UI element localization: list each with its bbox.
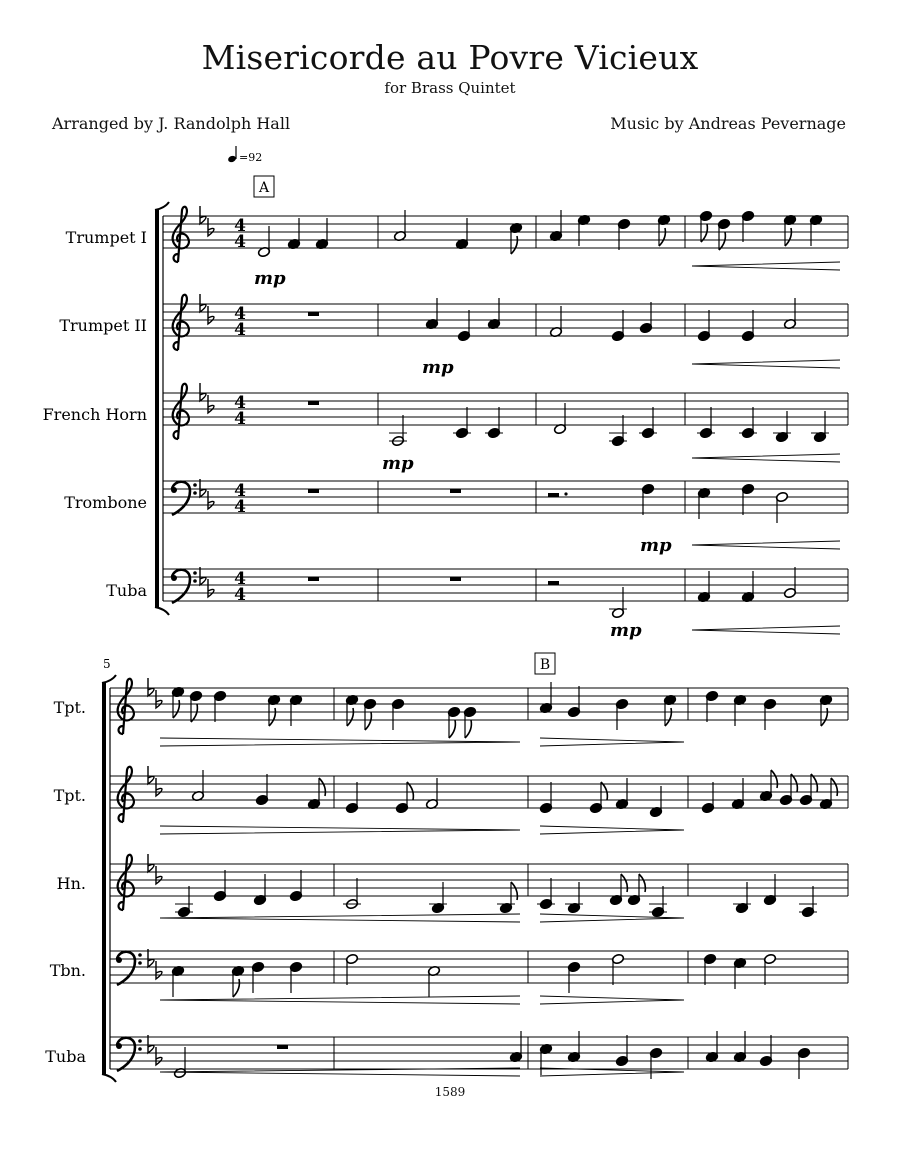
note-flag (659, 228, 665, 246)
tempo-note (227, 155, 237, 163)
bass-clef-dot (138, 1039, 142, 1043)
note-flag (465, 720, 471, 738)
instrument-short-name: Tbn. (49, 961, 86, 980)
bracket-hook (155, 202, 169, 210)
instrument-name: Trumpet I (65, 228, 147, 247)
instrument-name: French Horn (42, 405, 147, 424)
crescendo-hairpin (692, 454, 840, 462)
crescendo-hairpin (692, 626, 840, 634)
note-flag (347, 708, 353, 726)
dynamic-mp: mp (640, 535, 672, 556)
time-signature-bottom: 4 (234, 232, 246, 252)
note-flag (701, 224, 707, 242)
treble-clef (118, 855, 134, 910)
whole-rest (450, 577, 461, 581)
time-signature-top: 4 (234, 216, 246, 236)
note-flag (191, 704, 197, 722)
crescendo-hairpin (692, 541, 840, 549)
instrument-name: Tuba (106, 581, 147, 600)
bass-clef-dot (138, 961, 142, 965)
flat-sign (200, 383, 206, 401)
score-title: Misericorde au Povre Vicieux (201, 38, 699, 77)
time-signature-bottom: 4 (234, 585, 246, 605)
flat-sign (156, 778, 162, 796)
decrescendo-hairpin (160, 826, 520, 834)
bass-clef-dot (138, 1047, 142, 1051)
flat-sign (200, 294, 206, 312)
instrument-short-name: Tpt. (53, 698, 86, 717)
flat-sign (208, 491, 214, 509)
decrescendo-hairpin (540, 738, 684, 746)
instrument-name: Trombone (64, 493, 147, 512)
dynamic-mp: mp (382, 453, 414, 474)
flat-sign (208, 218, 214, 236)
bass-clef (117, 1038, 135, 1071)
flat-sign (148, 678, 154, 696)
time-signature-top: 4 (234, 304, 246, 324)
time-signature-top: 4 (234, 393, 246, 413)
note-flag (639, 874, 645, 892)
whole-rest (308, 489, 319, 493)
system-bracket (102, 683, 106, 1074)
note-flag (821, 708, 827, 726)
decrescendo-hairpin (540, 996, 684, 1004)
time-signature-bottom: 4 (234, 409, 246, 429)
note-flag (601, 782, 607, 800)
composer-credit: Music by Andreas Pevernage (610, 114, 846, 133)
instrument-short-name: Tuba (45, 1047, 86, 1066)
system-bracket (155, 210, 159, 607)
instrument-short-name: Tpt. (53, 786, 86, 805)
time-signature-bottom: 4 (234, 497, 246, 517)
bass-clef (172, 570, 190, 603)
note-flag (319, 778, 325, 796)
bass-clef-dot (138, 953, 142, 957)
whole-rest (308, 312, 319, 316)
rest-dot (564, 492, 567, 495)
score-subtitle: for Brass Quintet (384, 79, 516, 97)
half-rest (548, 493, 559, 497)
bracket-hook (102, 1074, 116, 1082)
flat-sign (208, 306, 214, 324)
bass-clef-dot (193, 483, 197, 487)
treble-clef (173, 295, 189, 350)
note-flag (449, 720, 455, 738)
flat-sign (200, 479, 206, 497)
dynamic-mp: mp (422, 357, 454, 378)
whole-rest (308, 401, 319, 405)
time-signature-top: 4 (234, 481, 246, 501)
bass-clef-dot (171, 575, 177, 581)
dynamic-mp: mp (254, 268, 286, 289)
decrescendo-hairpin (540, 914, 684, 922)
whole-rest (277, 1045, 288, 1049)
bracket-hook (102, 675, 116, 683)
note-flag (831, 778, 837, 796)
note-flag (407, 782, 413, 800)
rehearsal-mark: A (258, 180, 270, 196)
rehearsal-mark: B (539, 657, 551, 673)
tempo-value: =92 (239, 151, 263, 164)
bass-clef-dot (171, 487, 177, 493)
measure-number: 5 (103, 657, 111, 671)
decrescendo-hairpin (540, 826, 684, 834)
treble-clef (173, 384, 189, 439)
note-flag (791, 774, 797, 792)
flat-sign (156, 690, 162, 708)
flat-sign (208, 395, 214, 413)
note-flag (811, 774, 817, 792)
note-flag (233, 979, 239, 997)
flat-sign (148, 854, 154, 872)
note-flag (771, 770, 777, 788)
decrescendo-hairpin (160, 738, 520, 746)
note-flag (173, 700, 179, 718)
note-flag (719, 232, 725, 250)
crescendo-hairpin (160, 914, 520, 922)
instrument-short-name: Hn. (56, 874, 86, 893)
flat-sign (200, 567, 206, 585)
note-flag (785, 228, 791, 246)
time-signature-top: 4 (234, 569, 246, 589)
note-flag (621, 874, 627, 892)
page-number: 1589 (434, 1085, 466, 1099)
note-flag (269, 708, 275, 726)
treble-clef (118, 767, 134, 822)
note-flag (511, 236, 517, 254)
bass-clef-dot (193, 571, 197, 575)
flat-sign (148, 1035, 154, 1053)
flat-sign (156, 866, 162, 884)
half-rest (548, 581, 559, 585)
dynamic-mp: mp (610, 620, 642, 641)
treble-clef (118, 679, 134, 734)
flat-sign (148, 766, 154, 784)
treble-clef (173, 207, 189, 262)
flat-sign (156, 1047, 162, 1065)
note-flag (365, 712, 371, 730)
flat-sign (156, 961, 162, 979)
whole-rest (308, 577, 319, 581)
crescendo-hairpin (692, 262, 840, 270)
whole-rest (450, 489, 461, 493)
bass-clef (117, 952, 135, 985)
flat-sign (148, 949, 154, 967)
instrument-name: Trumpet II (59, 316, 147, 335)
bass-clef-dot (193, 579, 197, 583)
crescendo-hairpin (692, 360, 840, 368)
flat-sign (208, 579, 214, 597)
bass-clef (172, 482, 190, 515)
bass-clef-dot (116, 1043, 122, 1049)
note-flag (665, 708, 671, 726)
time-signature-bottom: 4 (234, 320, 246, 340)
note-flag (511, 882, 517, 900)
arranger-credit: Arranged by J. Randolph Hall (52, 114, 291, 133)
bass-clef-dot (193, 491, 197, 495)
crescendo-hairpin (160, 996, 520, 1004)
flat-sign (200, 206, 206, 224)
bass-clef-dot (116, 957, 122, 963)
bracket-hook (155, 607, 169, 615)
